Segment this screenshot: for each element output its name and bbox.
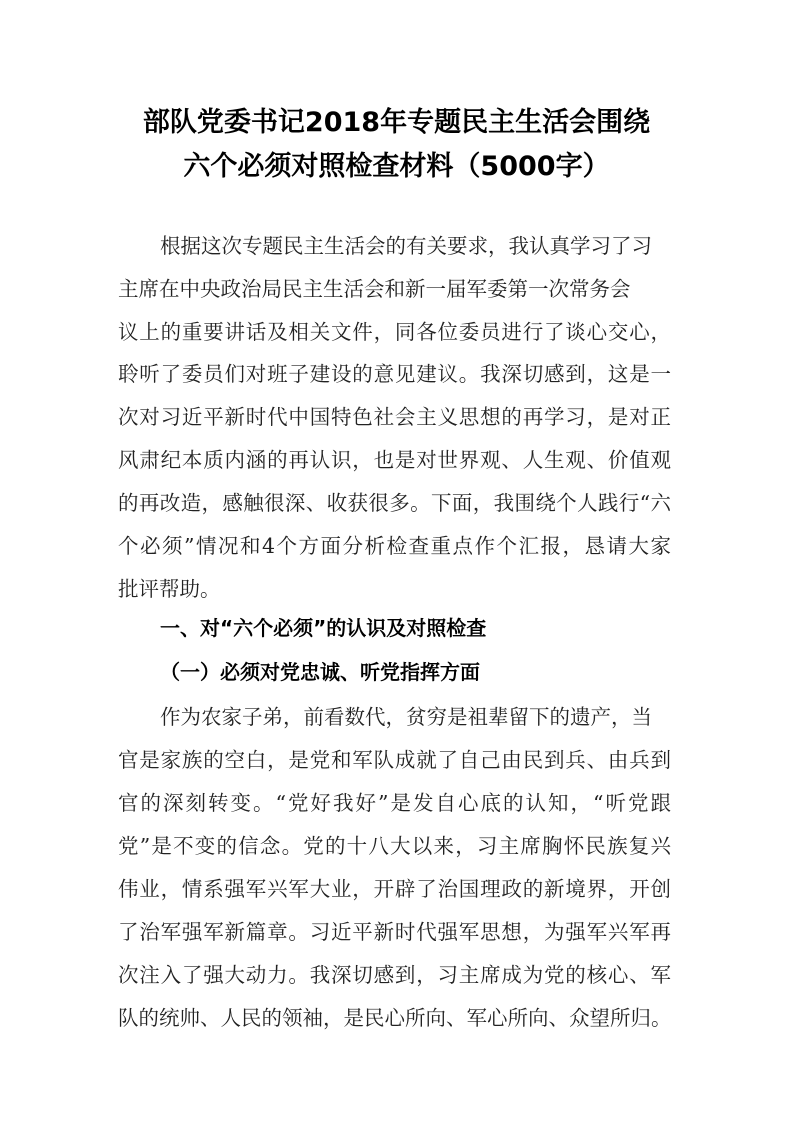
- intro-line: 根据这次专题民主生活会的有关要求，我认真学习了习: [160, 234, 652, 258]
- intro-line: 议上的重要讲话及相关文件，同各位委员进行了谈心交心，: [118, 320, 671, 344]
- intro-line: 个必须”情况和4个方面分析检查重点作个汇报，恳请大家: [118, 534, 671, 558]
- body-line: 党”是不变的信念。党的十八大以来，习主席胸怀民族复兴: [118, 834, 671, 858]
- intro-line: 的再改造，感触很深、收获很多。下面，我围绕个人践行“六: [118, 491, 671, 515]
- document-title-line-1: 部队党委书记2018年专题民主生活会围绕: [142, 107, 651, 138]
- body-line: 官的深刻转变。“党好我好”是发自心底的认知，“听党跟: [118, 791, 671, 815]
- intro-line: 主席在中央政治局民主生活会和新一届军委第一次常务会: [118, 277, 631, 301]
- body-line: 官是家族的空白，是党和军队成就了自己由民到兵、由兵到: [118, 748, 671, 772]
- intro-line: 聆听了委员们对班子建设的意见建议。我深切感到，这是一: [118, 362, 671, 386]
- subsection-heading: （一）必须对党忠诚、听党指挥方面: [160, 660, 480, 684]
- intro-line: 风肃纪本质内涵的再认识，也是对世界观、人生观、价值观: [118, 448, 671, 472]
- intro-line: 批评帮助。: [118, 577, 221, 601]
- body-line: 次注入了强大动力。我深切感到，习主席成为党的核心、军: [118, 963, 671, 987]
- intro-line: 次对习近平新时代中国特色社会主义思想的再学习，是对正: [118, 405, 671, 429]
- body-line: 队的统帅、人民的领袖，是民心所向、军心所向、众望所归。: [118, 1006, 672, 1030]
- document-title-line-2: 六个必须对照检查材料（5000字）: [183, 151, 610, 182]
- body-line: 了治军强军新篇章。习近平新时代强军思想，为强军兴军再: [118, 920, 671, 944]
- body-line: 作为农家子弟，前看数代，贫穷是祖辈留下的遗产，当: [160, 705, 652, 729]
- body-line: 伟业，情系强军兴军大业，开辟了治国理政的新境界，开创: [118, 877, 671, 901]
- section-heading: 一、对“六个必须”的认识及对照检查: [160, 616, 487, 640]
